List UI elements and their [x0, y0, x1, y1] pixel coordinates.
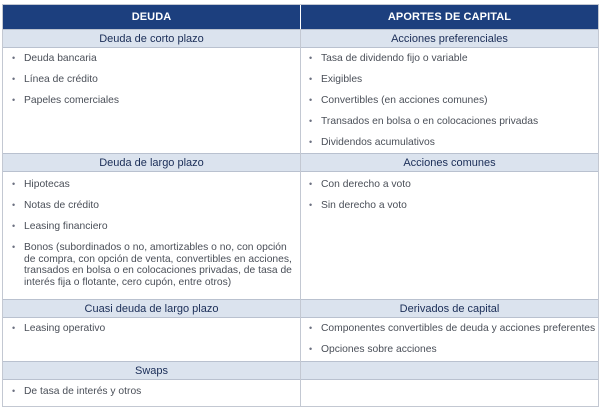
- section-title-derivados-de-capital: Derivados de capital: [301, 299, 598, 318]
- list-item: • Transados en bolsa o en colocaciones privadas: [308, 116, 596, 137]
- list-swaps: [11, 386, 293, 403]
- section-title-swaps: Swaps: [3, 361, 300, 380]
- list-item: • Dividendos acumulativos: [308, 137, 596, 158]
- column-divider: [300, 29, 301, 406]
- capital-structure-table: [2, 4, 599, 407]
- list-item: • Línea de crédito: [11, 74, 293, 95]
- list-item: • Exigibles: [308, 74, 596, 95]
- list-deuda-corto-plazo: [11, 53, 293, 116]
- list-item: • Bonos (subordinados o no, amortizables o no, con opción de compra, con opción de venta, convertibles en acciones, transados en bolsa o en colocaciones privadas, de tasa de interés fija o flotante, cero cupón, entre otros): [11, 242, 293, 288]
- section-title-cuasi-deuda: Cuasi deuda de largo plazo: [3, 299, 300, 318]
- list-item: • Leasing financiero: [11, 221, 293, 242]
- list-acciones-preferenciales: [308, 53, 596, 158]
- header-deuda: DEUDA: [3, 5, 300, 29]
- section-title-deuda-largo-plazo: Deuda de largo plazo: [3, 153, 300, 172]
- section-title-acciones-comunes: Acciones comunes: [301, 153, 598, 172]
- list-item: • Notas de crédito: [11, 200, 293, 221]
- section-title-deuda-corto-plazo: Deuda de corto plazo: [3, 29, 300, 48]
- list-acciones-comunes: [308, 179, 596, 221]
- list-item: • Papeles comerciales: [11, 95, 293, 116]
- list-item: • Sin derecho a voto: [308, 200, 596, 221]
- list-deuda-largo-plazo: [11, 179, 293, 288]
- list-item: • Componentes convertibles de deuda y acciones preferentes: [308, 323, 596, 344]
- list-item: • Deuda bancaria: [11, 53, 293, 74]
- section-title-empty: [301, 361, 598, 380]
- list-item: • Hipotecas: [11, 179, 293, 200]
- list-item: • Opciones sobre acciones: [308, 344, 596, 365]
- list-item: • De tasa de interés y otros: [11, 386, 293, 403]
- list-item: • Leasing operativo: [11, 323, 293, 344]
- list-cuasi-deuda: [11, 323, 293, 344]
- header-aportes-de-capital: APORTES DE CAPITAL: [301, 5, 598, 29]
- section-title-acciones-preferenciales: Acciones preferenciales: [301, 29, 598, 48]
- list-item: • Convertibles (en acciones comunes): [308, 95, 596, 116]
- list-derivados-de-capital: [308, 323, 596, 365]
- list-item: • Con derecho a voto: [308, 179, 596, 200]
- list-item: • Tasa de dividendo fijo o variable: [308, 53, 596, 74]
